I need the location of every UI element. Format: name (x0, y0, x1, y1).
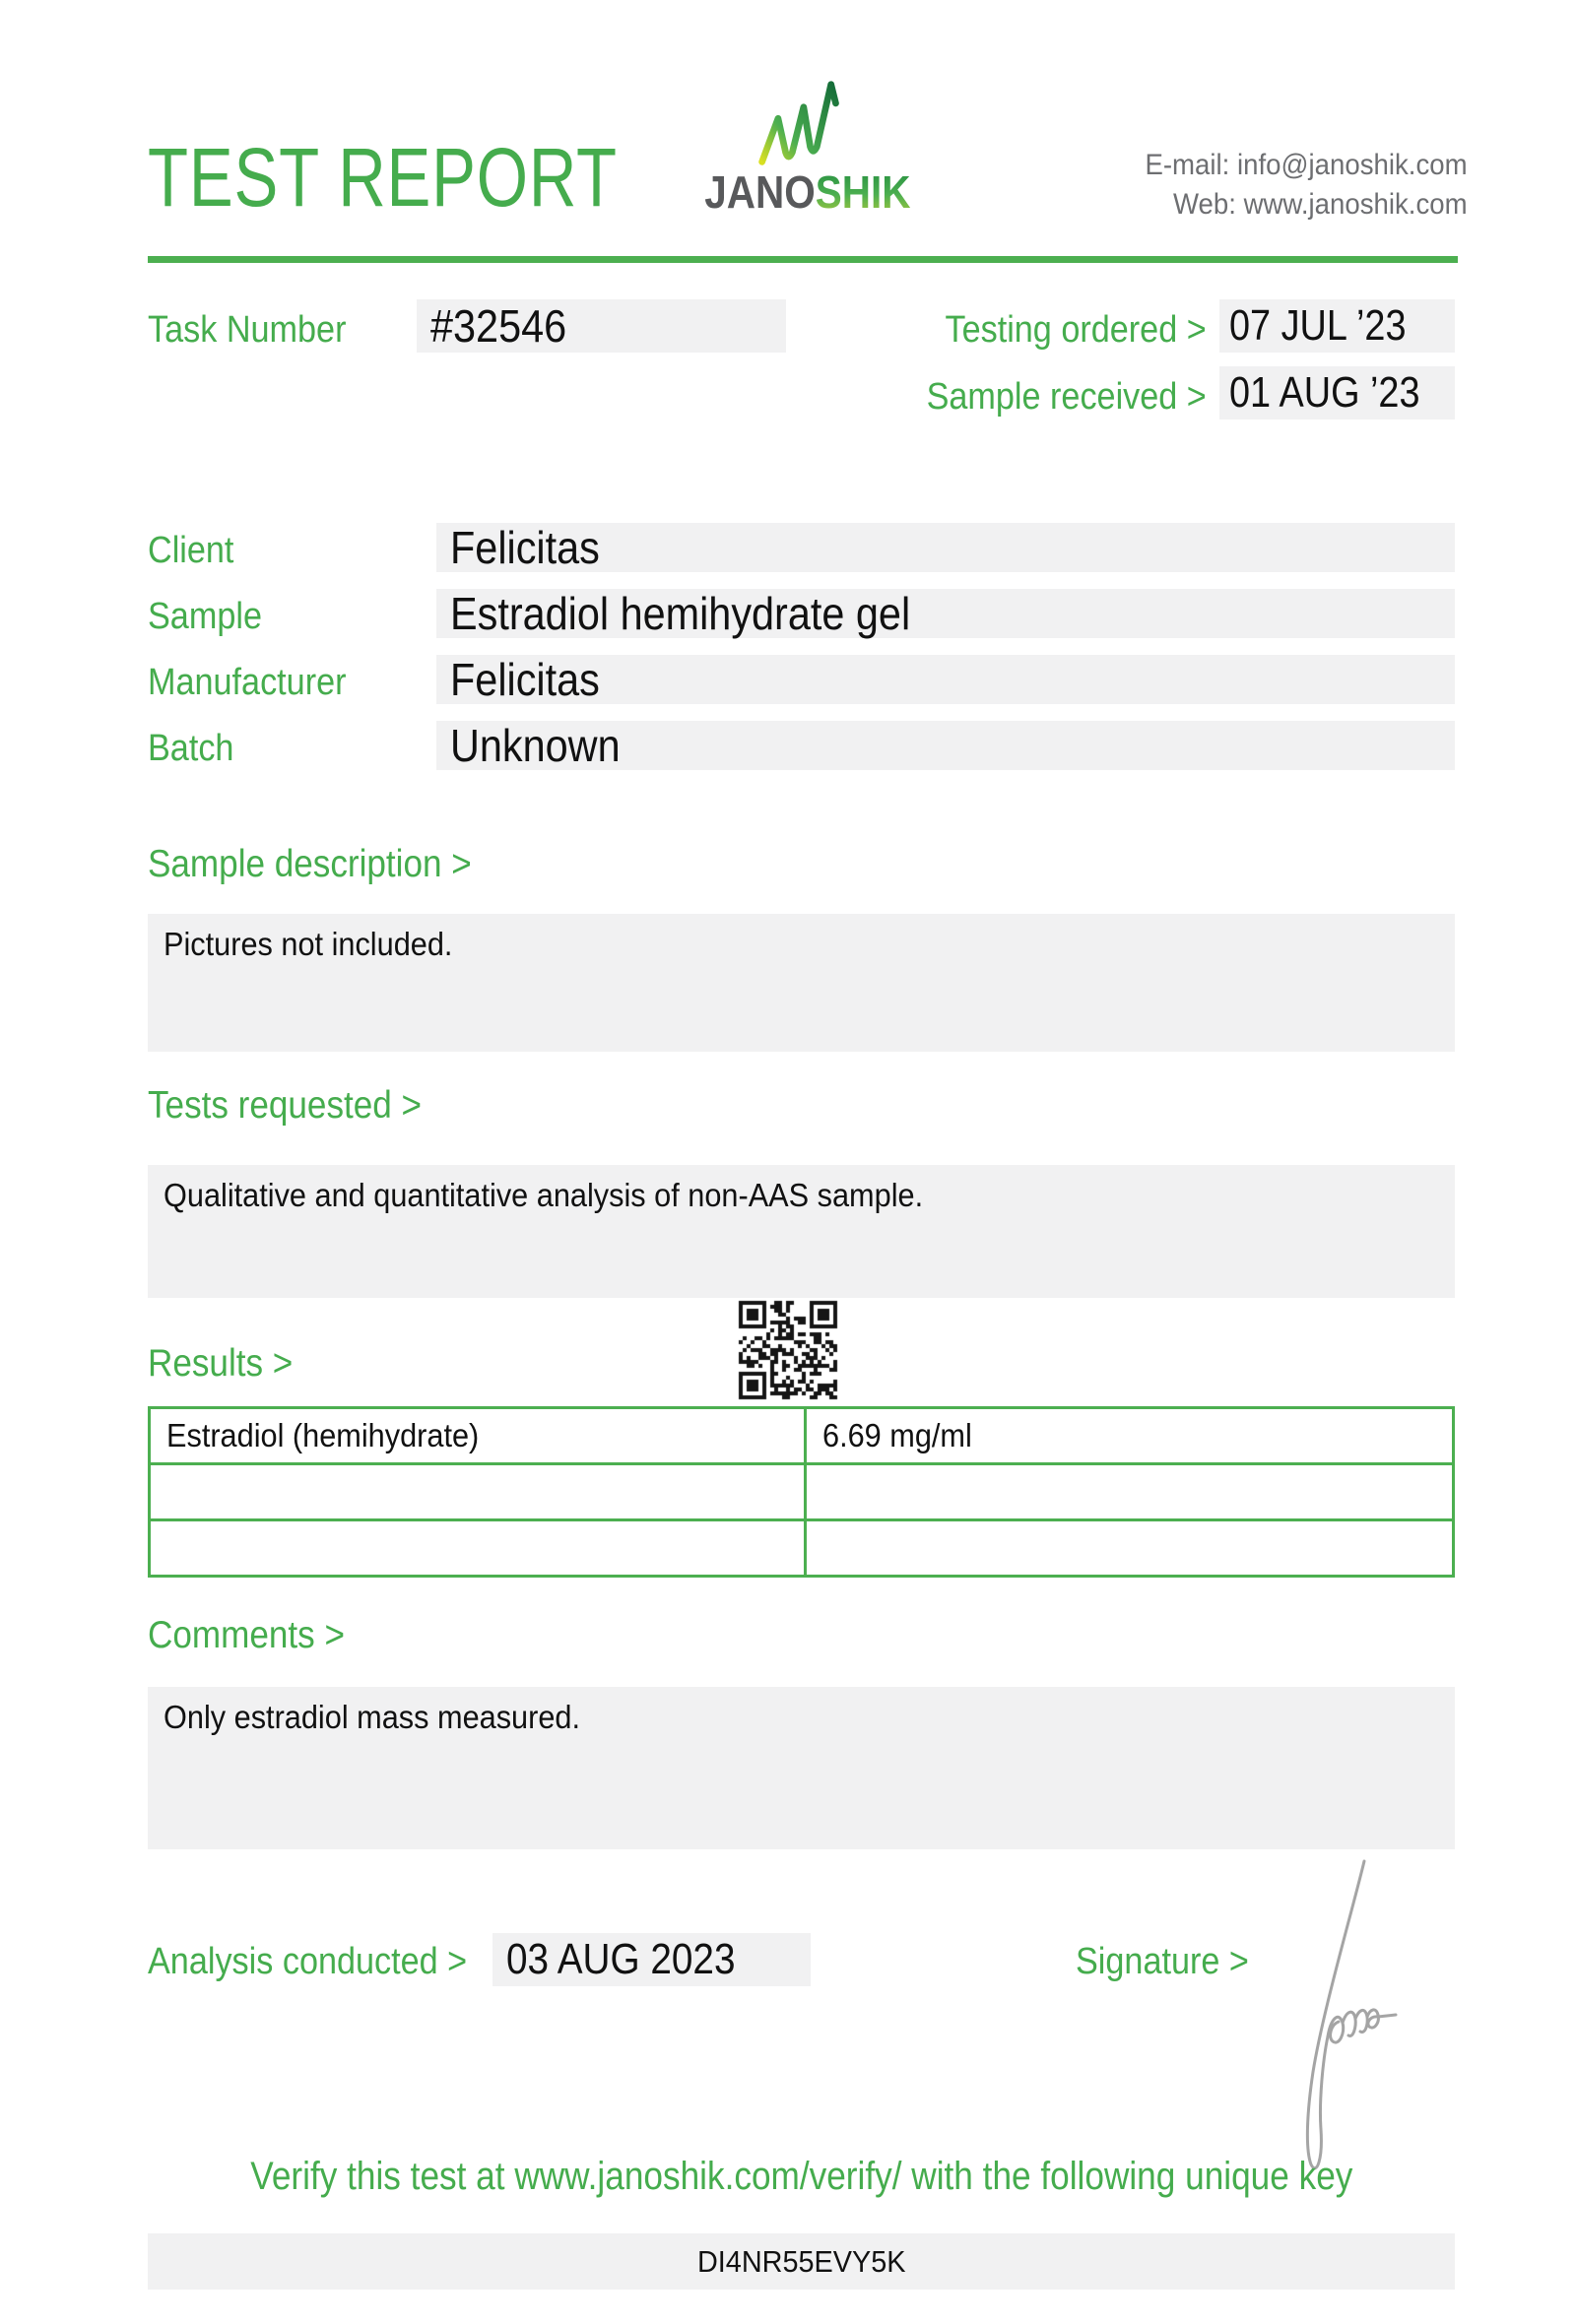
signature-image (1266, 1853, 1413, 2188)
comments-box: Only estradiol mass measured. (148, 1687, 1455, 1849)
header-divider (148, 256, 1458, 263)
tests-requested-box: Qualitative and quantitative analysis of non-AAS sample. (148, 1165, 1455, 1298)
analysis-conducted-label: Analysis conducted > (148, 1941, 468, 1982)
signature-label: Signature > (1076, 1941, 1249, 1982)
logo-text-shik: SHIK (815, 166, 911, 218)
task-number-value: #32546 (417, 299, 786, 353)
testing-ordered-label: Testing ordered > (945, 309, 1207, 351)
email-line: E-mail: info@janoshik.com (1145, 149, 1468, 181)
manufacturer-value: Felicitas (436, 655, 1455, 704)
sample-label: Sample (148, 596, 262, 637)
growth-chart-icon (741, 77, 875, 171)
testing-ordered-value: 07 JUL ’23 (1219, 299, 1455, 353)
tests-requested-heading: Tests requested > (148, 1084, 423, 1127)
batch-value: Unknown (436, 721, 1455, 770)
contact-block (1117, 146, 1468, 225)
batch-label: Batch (148, 728, 234, 769)
sample-received-value: 01 AUG ’23 (1219, 366, 1455, 420)
sample-description-box: Pictures not included. (148, 914, 1455, 1052)
qr-code (736, 1298, 840, 1402)
logo-wordmark (680, 166, 936, 218)
email-value: info@janoshik.com (1237, 149, 1468, 181)
sample-description-heading: Sample description > (148, 843, 472, 885)
result-cell (805, 1520, 1453, 1577)
task-number-label: Task Number (148, 309, 347, 351)
logo-text-jano: JANO (704, 166, 816, 218)
result-cell (805, 1464, 1453, 1520)
table-row (150, 1520, 1454, 1577)
analyte-cell (150, 1464, 806, 1520)
web-line: Web: www.janoshik.com (1173, 188, 1468, 221)
comments-heading: Comments > (148, 1614, 345, 1656)
verify-text: Verify this test at www.janoshik.com/verify/ with the following unique key (249, 2155, 1353, 2198)
sample-value: Estradiol hemihydrate gel (436, 589, 1455, 638)
analysis-conducted-value: 03 AUG 2023 (492, 1933, 811, 1986)
client-label: Client (148, 530, 234, 571)
results-table (148, 1406, 1455, 1578)
client-value: Felicitas (436, 523, 1455, 572)
manufacturer-label: Manufacturer (148, 662, 347, 703)
page-title: TEST REPORT (148, 131, 618, 224)
unique-key-value: DI4NR55EVY5K (148, 2233, 1455, 2290)
table-row (150, 1464, 1454, 1520)
result-cell: 6.69 mg/ml (805, 1408, 1453, 1464)
analyte-cell (150, 1520, 806, 1577)
table-row (150, 1408, 1454, 1464)
results-heading: Results > (148, 1342, 294, 1385)
sample-received-label: Sample received > (926, 376, 1207, 418)
web-value: www.janoshik.com (1243, 188, 1468, 221)
analyte-cell: Estradiol (hemihydrate) (150, 1408, 806, 1464)
